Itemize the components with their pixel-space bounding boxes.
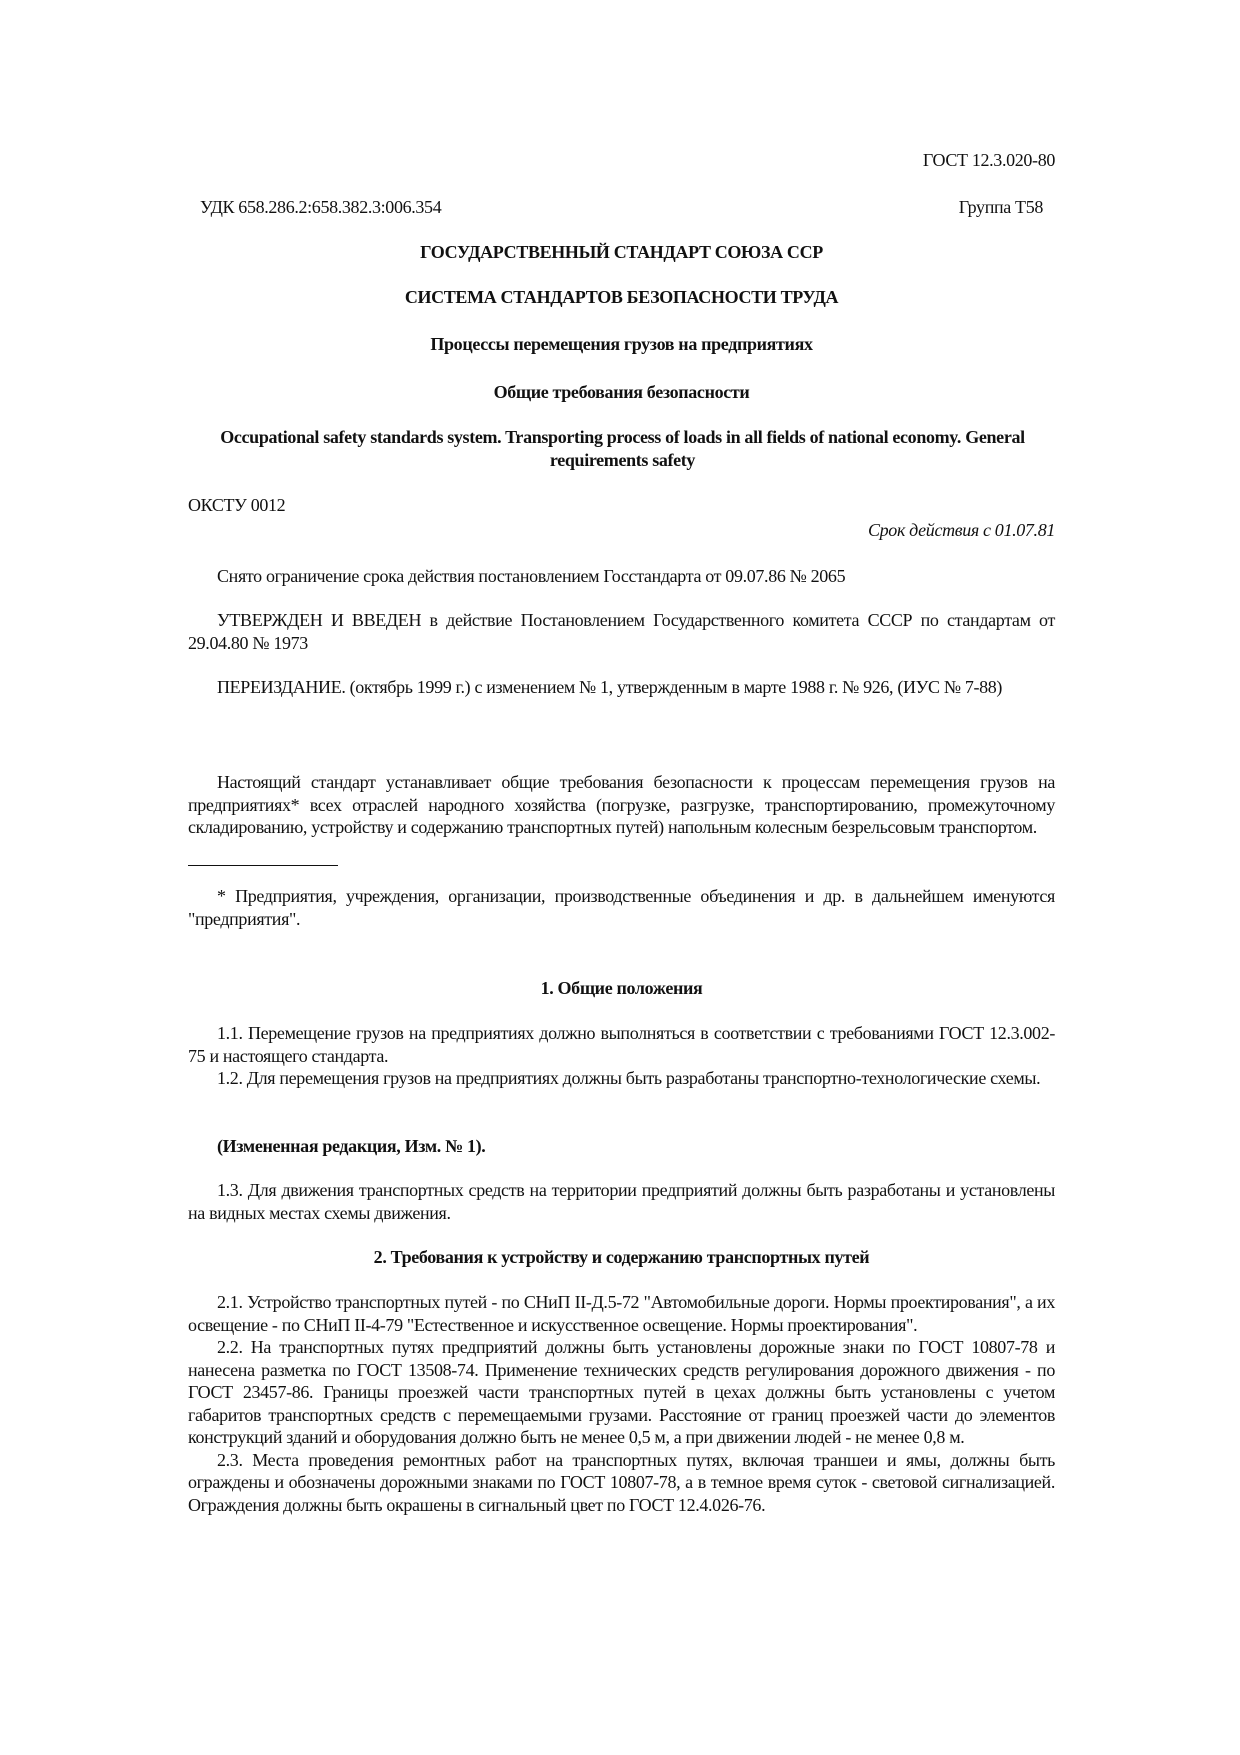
footnote: * Предприятия, учреждения, организации, производственные объединения и др. в дальнейшем именуются "предприятия". bbox=[188, 886, 1055, 929]
section-2-title: 2. Требования к устройству и содержанию транспортных путей bbox=[373, 1247, 870, 1267]
title-system: СИСТЕМА СТАНДАРТОВ БЕЗОПАСНОСТИ ТРУДА bbox=[404, 287, 839, 307]
para-1-3: 1.3. Для движения транспортных средств на территории предприятий должны быть разработаны и установлены на видных местах схемы движения. bbox=[188, 1180, 1055, 1223]
para-2-1: 2.1. Устройство транспортных путей - по СНиП II-Д.5-72 "Автомобильные дороги. Нормы проектирования", а их освещение - по СНиП II-4-79 "Естественное и искусственное освещение. Нормы проектирования". bbox=[188, 1292, 1055, 1335]
para-2-2: 2.2. На транспортных путях предприятий должны быть установлены дорожные знаки по ГОСТ 10807-78 и нанесена разметка по ГОСТ 13508-74. Применение технических средств регулирования дорожного движения - по ГОСТ 23457-86. Границы проезжей части транспортных путей в цехах должны быть установлены с учетом габаритов транспортных средств с перемещаемыми грузами. Расстояние от границ проезжей части до элементов конструкций зданий и оборудования должно быть не менее 0,5 м, а при движении людей - не менее 0,8 м. bbox=[188, 1337, 1055, 1447]
validity: Срок действия с 01.07.81 bbox=[868, 520, 1055, 540]
note-restriction: Снято ограничение срока действия постановлением Госстандарта от 09.07.86 № 2065 bbox=[217, 566, 846, 586]
section-1-body bbox=[188, 1022, 1055, 1090]
note-reissue: ПЕРЕИЗДАНИЕ. (октябрь 1999 г.) с изменением № 1, утвержденным в марте 1988 г. № 926, (ИУС № 7-88) bbox=[217, 677, 1003, 697]
section-2-body bbox=[188, 1291, 1055, 1516]
note-approved: УТВЕРЖДЕН И ВВЕДЕН в действие Постановлением Государственного комитета СССР по стандартам от 29.04.80 № 1973 bbox=[188, 610, 1055, 653]
title-processes: Процессы перемещения грузов на предприятиях bbox=[430, 334, 813, 354]
para-1-2: 1.2. Для перемещения грузов на предприятиях должны быть разработаны транспортно-технологические схемы. bbox=[217, 1068, 1041, 1088]
para-1-1: 1.1. Перемещение грузов на предприятиях должно выполняться в соответствии с требованиями ГОСТ 12.3.002-75 и настоящего стандарта. bbox=[188, 1023, 1055, 1066]
title-english: Occupational safety standards system. Transporting process of loads in all fields of national economy. General requirements safety bbox=[220, 427, 1025, 470]
footnote-divider bbox=[188, 865, 338, 866]
title-general: Общие требования безопасности bbox=[493, 382, 750, 402]
udk-code: УДК 658.286.2:658.382.3:006.354 bbox=[200, 197, 442, 217]
section-1-title: 1. Общие положения bbox=[540, 978, 703, 998]
group-code: Группа Т58 bbox=[958, 197, 1043, 217]
amendment-note: (Измененная редакция, Изм. № 1). bbox=[217, 1136, 486, 1156]
intro-paragraph: Настоящий стандарт устанавливает общие требования безопасности к процессам перемещения грузов на предприятиях* всех отраслей народного хозяйства (погрузке, разгрузке, транспортированию, промежуточному складированию, устройству и содержанию транспортных путей) напольным колесным безрельсовым транспортом. bbox=[188, 772, 1055, 837]
para-2-3: 2.3. Места проведения ремонтных работ на транспортных путях, включая траншеи и ямы, должны быть ограждены и обозначены дорожными знаками по ГОСТ 10807-78, а в темное время суток - световой сигнализацией. Ограждения должны быть окрашены в сигнальный цвет по ГОСТ 12.4.026-76. bbox=[188, 1449, 1055, 1515]
title-state-standard: ГОСУДАРСТВЕННЫЙ СТАНДАРТ СОЮЗА ССР bbox=[420, 242, 823, 262]
gost-number: ГОСТ 12.3.020-80 bbox=[922, 150, 1055, 170]
okstu: ОКСТУ 0012 bbox=[188, 495, 286, 515]
